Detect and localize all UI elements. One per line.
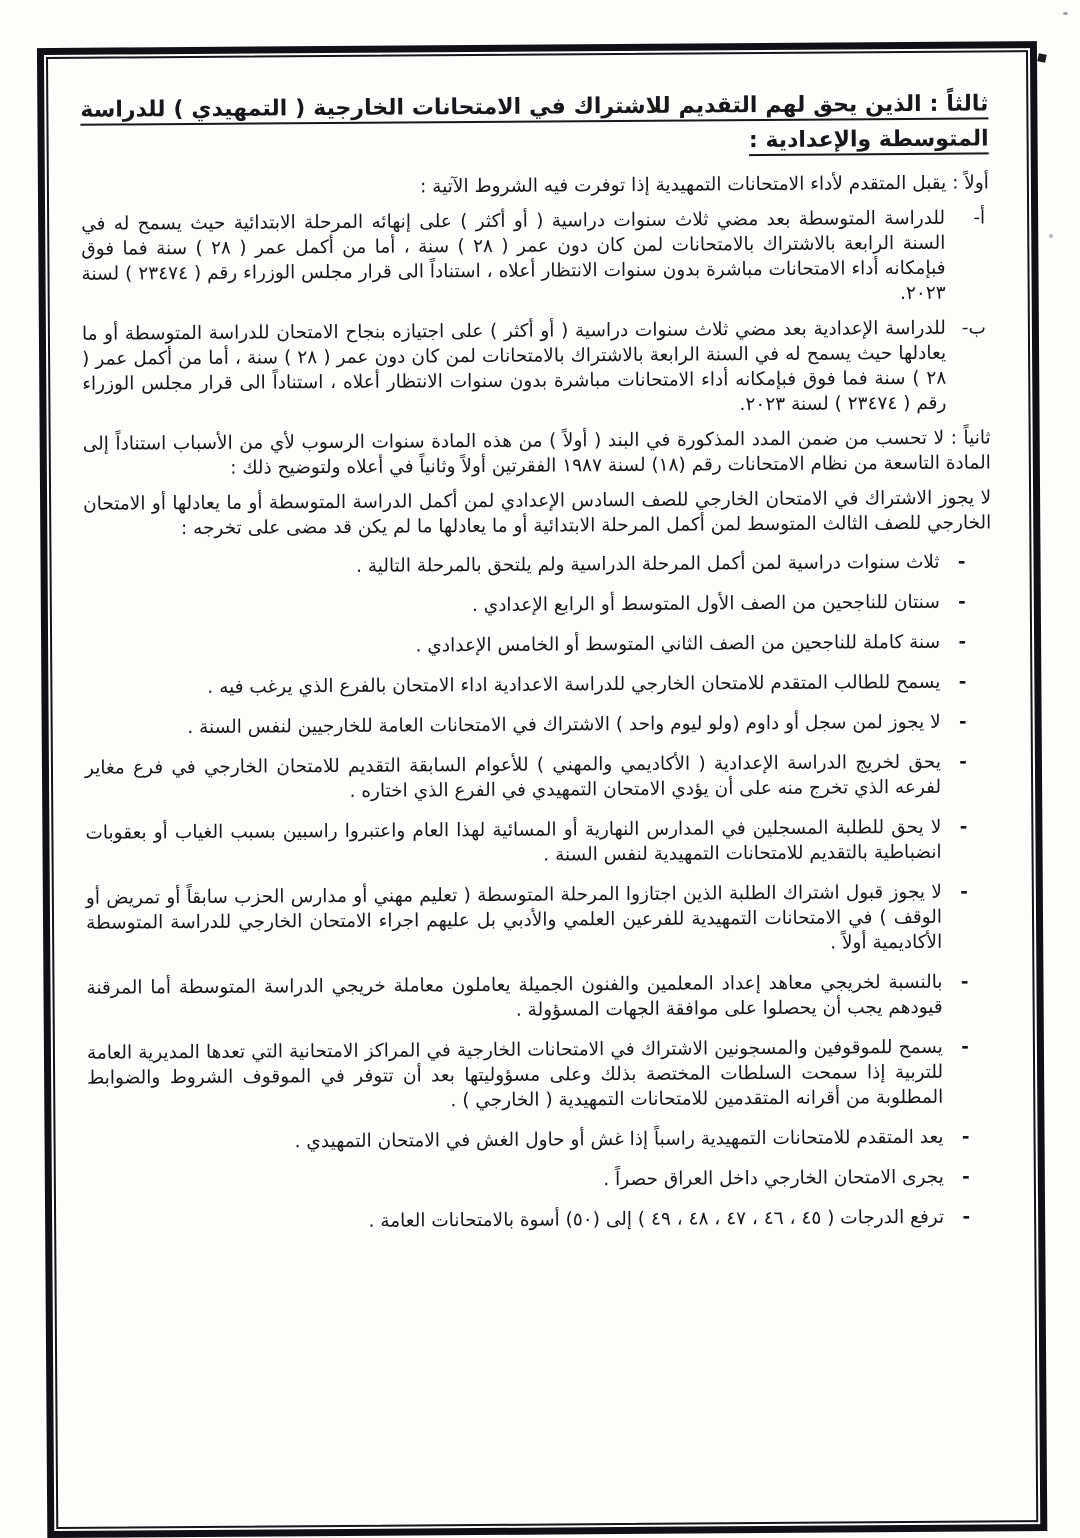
page-frame-inner-border: [46, 50, 1038, 1529]
bullet-dash: -: [962, 1206, 971, 1228]
bullet-dash: -: [960, 971, 969, 993]
bullet-text: لا يحق للطلبة المسجلين في المدارس النهارية أو المسائية لهذا العام واعتبروا راسبين بسبب الغياب أو بعقوبات انضباطية بالتقديم للامتحانات التمهيدية لنفس السنة .: [85, 816, 942, 866]
scan-speck: [1037, 53, 1046, 62]
bullet-text: لا يجوز لمن سجل أو داوم (ولو ليوم واحد ) الاشتراك في الامتحانات العامة للخارجيين لنفس السنة .: [187, 711, 941, 739]
bullet-text: يعد المتقدم للامتحانات التمهيدية راسباً إذا غش أو حاول الغش في الامتحان التمهيدي .: [294, 1126, 944, 1153]
page-frame: [37, 41, 1047, 1538]
bullet-text: يسمح للطالب المتقدم للامتحان الخارجي للدراسة الاعدادية اداء الامتحان بالفرع الذي يرغب فيه .: [207, 671, 941, 698]
page-content: [48, 52, 1034, 1236]
explanation-paragraph: لا يجوز الاشتراك في الامتحان الخارجي للصف السادس الإعدادي لمن أكمل الدراسة المتوسطة أو ما يعادلها أو الامتحان الخارجي للصف الثالث المتوسط لمن أكمل المرحلة الابتدائية أو ما يعادلها ما لم يكن قد مضى على تخرجه :: [83, 487, 992, 540]
bullet-item: [88, 1165, 970, 1196]
bullet-dash: -: [959, 816, 968, 838]
bullet-dash: -: [958, 671, 967, 693]
bullet-text: يجرى الامتحان الخارجي داخل العراق حصراً .: [603, 1166, 944, 1191]
bullet-item: [88, 1205, 970, 1236]
item-a-marker: أ-: [973, 207, 986, 229]
bullet-dash: -: [961, 1036, 970, 1058]
scan-speck: [1063, 12, 1068, 15]
bullet-dash: -: [957, 551, 966, 573]
bullet-text: يسمح للموقوفين والمسجونين الاشتراك في الامتحانات الخارجية في المراكز الامتحانية التي تعدها المديرية العامة للتربية إذا سمحت السلطات المختصة بذلك وعلى مسؤوليتها بعد أن تتوفر في الموقوف الشروط والضوابط المطلوبة من أقرانه المتقدمين للامتحانات التمهيدية ( الخارجي ) .: [86, 1036, 944, 1112]
bullet-text: سنة كاملة للناجحين من الصف الثاني المتوسط أو الخامس الإعدادي .: [415, 631, 941, 657]
clause-second: ثانياً : لا تحسب من ضمن المدد المذكورة في البند ( أولاً ) من هذه المادة سنوات الرسوب لأي من الأسباب استناداً إلى المادة التاسعة من نظام الامتحانات رقم (١٨) لسنة ١٩٨٧ الفقرتين أولاً وثانياً في أعلاه ولتوضيح ذلك :: [82, 427, 991, 479]
section-title: ثالثاً : الذين يحق لهم التقديم للاشتراك في الامتحانات الخارجية ( التمهيدي ) للدراسة المتوسطة والإعدادية :: [80, 91, 989, 154]
bullet-dash: -: [961, 1126, 970, 1148]
bullet-dash: -: [960, 881, 968, 903]
bullet-text: لا يجوز قبول اشتراك الطلبة الذين اجتازوا المرحلة المتوسطة ( تعليم مهني أو مدارس الحزب سابقاً أو تمريض أو الوقف ) في الامتحانات التمهيدية للفرعين العلمي والأدبي بل عليهم اجراء الامتحان الخارجي للدراسة المتوسطة الأكاديمية أولاً .: [85, 881, 943, 954]
bullet-dash: -: [962, 1166, 970, 1188]
bullet-item: [83, 550, 965, 581]
bullet-text: ترفع الدرجات ( ٤٥ ، ٤٦ ، ٤٧ ، ٤٨ ، ٤٩ ) إلى (٥٠) أسوة بالامتحانات العامة .: [368, 1206, 945, 1232]
bullet-text: يحق لخريج الدراسة الإعدادية ( الأكاديمي والمهني ) للأعوام السابقة التقديم للامتحان الخارجي في فرع مغاير لفرعه الذي تخرج منه على أن يؤدي الامتحان التمهيدي في الفرع الذي اختاره .: [84, 751, 942, 802]
lettered-item-a: [81, 205, 986, 311]
bullet-item: [85, 710, 967, 741]
item-b-marker: ب-: [961, 317, 986, 339]
bullet-item: [84, 630, 966, 661]
clause-first: أولاً : يقبل المتقدم لأداء الامتحانات التمهيدية إذا توفرت فيه الشروط الآتية :: [420, 172, 989, 198]
bullet-item: [84, 590, 966, 621]
bullet-text: بالنسبة لخريجي معاهد إعداد المعلمين والفنون الجميلة يعاملون معاملة خريجي الدراسة المتوسطة أما المرقنة قيودهم يجب أن يحصلوا على موافقة الجهات المسؤولة .: [86, 971, 943, 1021]
bullet-item: [84, 670, 966, 701]
bullet-dash: -: [958, 711, 967, 733]
bullet-item: [86, 880, 969, 961]
bullet-dash: -: [958, 631, 967, 653]
item-a-text: للدراسة المتوسطة بعد مضي ثلاث سنوات دراسية ( أو أكثر ) على إنهائه المرحلة الابتدائية حيث يسمح له في السنة الرابعة بالاشتراك بالامتحانات لمن كان دون عمر ( ٢٨ ) سنة ، أما من أكمل عمر ( ٢٨ ) سنة فما فوق فبإمكانه أداء الامتحانات مباشرة بدون سنوات الانتظار أعلاه ، استناداً الى قرار مجلس الوزراء رقم ( ٢٣٤٧٤ ) لسنة ٢٠٢٣.: [81, 207, 946, 305]
bullet-item: [85, 815, 967, 871]
bullet-list: [83, 549, 996, 1235]
bullet-text: ثلاث سنوات دراسية لمن أكمل المرحلة الدراسية ولم يلتحق بالمرحلة التالية .: [355, 551, 940, 577]
scan-speck: [1049, 234, 1053, 238]
bullet-item: [87, 1125, 969, 1156]
lettered-item-b: [82, 315, 987, 421]
bullet-dash: -: [959, 751, 968, 773]
bullet-dash: -: [958, 591, 966, 613]
bullet-text: سنتان للناجحين من الصف الأول المتوسط أو الرابع الإعدادي .: [471, 591, 940, 617]
bullet-item: [85, 750, 967, 806]
bullet-item: [87, 1035, 970, 1116]
bullet-item: [86, 970, 968, 1026]
item-b-text: للدراسة الإعدادية بعد مضي ثلاث سنوات دراسية ( أو أكثر ) على اجتيازه بنجاح الامتحان للدراسة المتوسطة أو ما يعادلها حيث يسمح له في السنة الرابعة بالاشتراك بالامتحانات لمن كان دون عمر ( ٢٨ ) سنة ، أما من أكمل عمر ( ٢٨ ) سنة فما فوق فبإمكانه أداء الامتحانات مباشرة بدون سنوات الانتظار أعلاه ، استناداً الى قرار مجلس الوزراء رقم ( ٢٣٤٧٤ ) لسنة ٢٠٢٣.: [81, 317, 947, 416]
